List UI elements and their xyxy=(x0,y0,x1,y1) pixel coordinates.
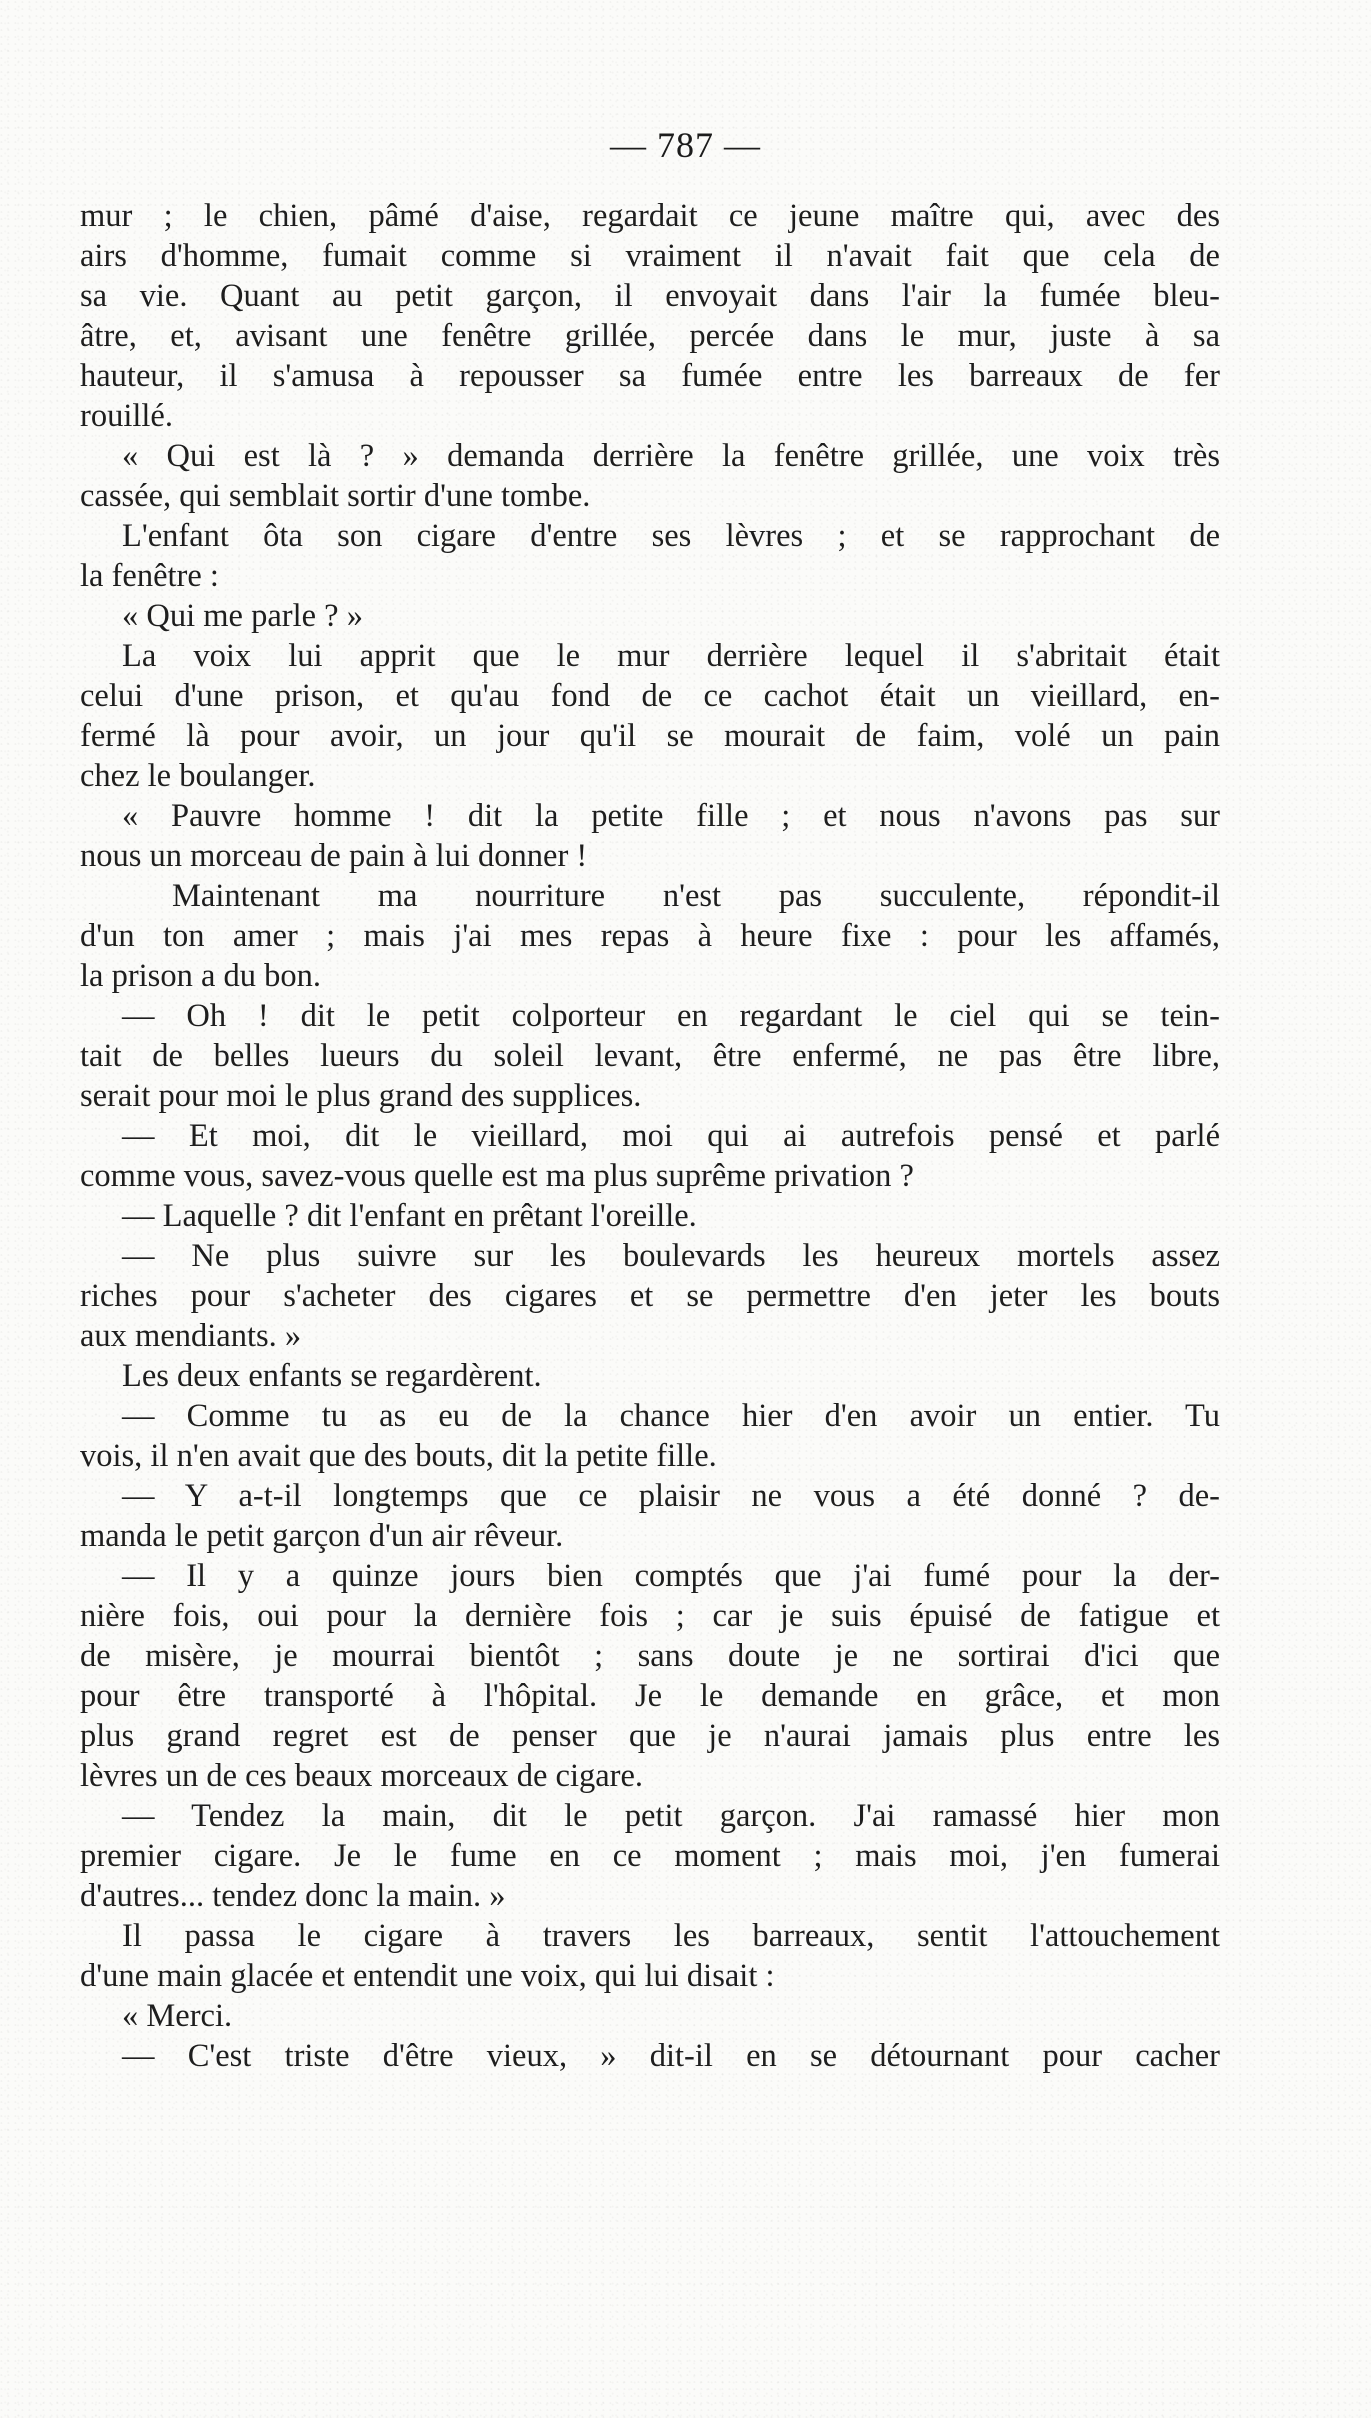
text-line: hauteur, il s'amusa à repousser sa fumée entre les barreaux de fer xyxy=(80,358,1220,394)
text-line: « Qui est là ? » demanda derrière la fenêtre grillée, une voix très xyxy=(122,438,1220,474)
text-line: airs d'homme, fumait comme si vraiment il n'avait fait que cela de xyxy=(80,238,1220,274)
text-line: plus grand regret est de penser que je n'aurai jamais plus entre les xyxy=(80,1718,1220,1754)
text-line: — C'est triste d'être vieux, » dit-il en se détournant pour cacher xyxy=(122,2038,1220,2074)
text-line: manda le petit garçon d'un air rêveur. xyxy=(80,1518,564,1554)
text-line: « Merci. xyxy=(122,1998,233,2034)
text-line: « Pauvre homme ! dit la petite fille ; et nous n'avons pas sur xyxy=(122,798,1220,834)
text-line: « Qui me parle ? » xyxy=(122,598,363,634)
text-line: d'un ton amer ; mais j'ai mes repas à heure fixe : pour les affamés, xyxy=(80,918,1220,954)
text-line: serait pour moi le plus grand des supplices. xyxy=(80,1078,642,1114)
text-line: lèvres un de ces beaux morceaux de cigare. xyxy=(80,1758,644,1794)
text-line: de misère, je mourrai bientôt ; sans doute je ne sortirai d'ici que xyxy=(80,1638,1220,1674)
text-line: rouillé. xyxy=(80,398,173,434)
text-line: — Oh ! dit le petit colporteur en regardant le ciel qui se tein- xyxy=(122,998,1220,1034)
text-line: — Laquelle ? dit l'enfant en prêtant l'oreille. xyxy=(122,1198,697,1234)
text-line: fermé là pour avoir, un jour qu'il se mourait de faim, volé un pain xyxy=(80,718,1220,754)
text-line: Maintenant ma nourriture n'est pas succulente, répondit-il xyxy=(172,878,1220,914)
text-line: nière fois, oui pour la dernière fois ; car je suis épuisé de fatigue et xyxy=(80,1598,1220,1634)
text-line: pour être transporté à l'hôpital. Je le demande en grâce, et mon xyxy=(80,1678,1220,1714)
text-line: aux mendiants. » xyxy=(80,1318,302,1354)
text-line: d'une main glacée et entendit une voix, qui lui disait : xyxy=(80,1958,775,1994)
text-line: sa vie. Quant au petit garçon, il envoyait dans l'air la fumée bleu- xyxy=(80,278,1220,314)
body-text xyxy=(80,196,1220,2076)
text-line: comme vous, savez-vous quelle est ma plus suprême privation ? xyxy=(80,1158,914,1194)
text-line: la fenêtre : xyxy=(80,558,219,594)
text-line: riches pour s'acheter des cigares et se permettre d'en jeter les bouts xyxy=(80,1278,1220,1314)
text-line: la prison a du bon. xyxy=(80,958,322,994)
text-line: âtre, et, avisant une fenêtre grillée, percée dans le mur, juste à sa xyxy=(80,318,1220,354)
text-line: Les deux enfants se regardèrent. xyxy=(122,1358,542,1394)
text-line: nous un morceau de pain à lui donner ! xyxy=(80,838,588,874)
text-line: mur ; le chien, pâmé d'aise, regardait ce jeune maître qui, avec des xyxy=(80,198,1220,234)
text-line: — Et moi, dit le vieillard, moi qui ai autrefois pensé et parlé xyxy=(122,1118,1220,1154)
text-line: Il passa le cigare à travers les barreaux, sentit l'attouchement xyxy=(122,1918,1220,1954)
text-line: L'enfant ôta son cigare d'entre ses lèvres ; et se rapprochant de xyxy=(122,518,1220,554)
text-line: cassée, qui semblait sortir d'une tombe. xyxy=(80,478,591,514)
text-line: celui d'une prison, et qu'au fond de ce cachot était un vieillard, en- xyxy=(80,678,1220,714)
text-line: d'autres... tendez donc la main. » xyxy=(80,1878,506,1914)
text-line: — Il y a quinze jours bien comptés que j'ai fumé pour la der- xyxy=(122,1558,1220,1594)
text-line: vois, il n'en avait que des bouts, dit la petite fille. xyxy=(80,1438,717,1474)
text-line: premier cigare. Je le fume en ce moment ; mais moi, j'en fumerai xyxy=(80,1838,1220,1874)
text-line: — Comme tu as eu de la chance hier d'en avoir un entier. Tu xyxy=(122,1398,1220,1434)
text-line: chez le boulanger. xyxy=(80,758,316,794)
text-line: La voix lui apprit que le mur derrière lequel il s'abritait était xyxy=(122,638,1220,674)
text-line: tait de belles lueurs du soleil levant, être enfermé, ne pas être libre, xyxy=(80,1038,1220,1074)
text-line: — Tendez la main, dit le petit garçon. J'ai ramassé hier mon xyxy=(122,1798,1220,1834)
text-line: — Y a-t-il longtemps que ce plaisir ne vous a été donné ? de- xyxy=(122,1478,1220,1514)
page-number: — 787 — xyxy=(610,125,761,165)
text-line: — Ne plus suivre sur les boulevards les heureux mortels assez xyxy=(122,1238,1220,1274)
